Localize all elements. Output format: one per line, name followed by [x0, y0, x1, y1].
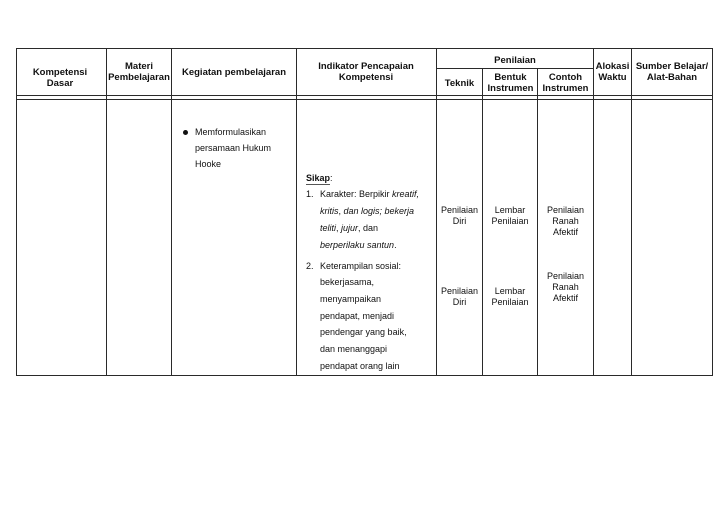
bentuk-row-1-line-2: Penilaian [491, 216, 529, 226]
header-kompetensi-dasar: Kompetensi Dasar [32, 67, 88, 89]
item2-line-6: dan menanggapi [320, 344, 388, 354]
item2-line-5: pendengar yang baik, [320, 327, 407, 337]
table-body-top-border [16, 99, 713, 100]
item2-line-4: pendapat, menjadi [320, 311, 395, 321]
item1-line-3-plain-a: , [336, 223, 342, 233]
item2-line-3: menyampaikan [320, 294, 382, 304]
item1-line-2 [320, 206, 414, 217]
header-materi-pembelajaran: Materi Pembelajaran [108, 61, 170, 83]
teknik-row-2-line-1: Penilaian [440, 286, 479, 296]
item1-line-2-italic-a: kritis [320, 206, 339, 216]
bentuk-row-2-line-1: Lembar [494, 286, 526, 296]
teknik-row-2 [437, 286, 482, 308]
col-border-0 [16, 48, 17, 376]
col-border-9 [712, 48, 713, 376]
item1-line-1-italic: kreatif, [392, 189, 420, 199]
kegiatan-line-2: persamaan Hukum [195, 143, 272, 153]
item1-line-4-italic: berperilaku santun [320, 240, 395, 250]
col-border-3 [296, 48, 297, 376]
header-alokasi-waktu: Alokasi Waktu [595, 61, 630, 83]
col-border-7 [593, 48, 594, 376]
kegiatan-line-1: Memformulasikan [195, 127, 267, 137]
kegiatan-line-3: Hooke [195, 159, 222, 169]
col-border-2 [171, 48, 172, 376]
item1-line-3-italic-a: teliti [320, 223, 337, 233]
bentuk-row-1-line-1: Lembar [494, 205, 526, 215]
table-bottom-border [16, 375, 713, 376]
contoh-row-1-line-1: Penilaian [546, 205, 585, 215]
col-border-8 [631, 48, 632, 376]
contoh-row-2 [538, 271, 593, 304]
contoh-row-2-line-3: Afektif [552, 293, 578, 303]
item2-number: 2. [306, 261, 314, 271]
bentuk-row-2-line-2: Penilaian [491, 297, 529, 307]
teknik-row-1-line-2: Diri [452, 216, 467, 226]
contoh-row-2-line-2: Ranah [552, 282, 579, 292]
table-header-bottom-border [16, 95, 713, 96]
item2-line-7: pendapat orang lain [320, 361, 400, 371]
contoh-row-2-line-1: Penilaian [546, 271, 585, 281]
item2-line-2: bekerjasama, [320, 277, 375, 287]
teknik-row-1-line-1: Penilaian [440, 205, 479, 215]
bentuk-row-1 [483, 205, 537, 227]
col-border-1 [106, 48, 107, 376]
sikap-colon: : [330, 173, 333, 183]
header-sumber-belajar: Sumber Belajar/ Alat-Bahan [635, 61, 709, 83]
header-bentuk-instrumen: Bentuk Instrumen [487, 72, 534, 94]
bentuk-row-2 [483, 286, 537, 308]
penilaian-subheader-border [436, 68, 593, 69]
contoh-row-1-line-3: Afektif [552, 227, 578, 237]
bullet-icon [183, 130, 188, 135]
item1-line-1 [320, 189, 419, 200]
header-indikator: Indikator Pencapaian Kompetensi [318, 61, 414, 83]
item1-line-4-plain: . [394, 240, 397, 250]
contoh-row-1 [538, 205, 593, 238]
header-penilaian: Penilaian [494, 55, 536, 66]
contoh-row-1-line-2: Ranah [552, 216, 579, 226]
item2-line-1: Keterampilan sosial: [320, 261, 402, 271]
header-kegiatan-pembelajaran: Kegiatan pembelajaran [181, 67, 286, 78]
header-teknik: Teknik [444, 78, 475, 89]
sikap-heading [306, 173, 333, 184]
item1-line-3-italic-b: jujur [341, 223, 359, 233]
sikap-label: Sikap [306, 173, 331, 183]
item1-line-1-plain: Karakter: Berpikir [320, 189, 393, 199]
item1-line-2-italic-b: dan logis; bekerja [343, 206, 415, 216]
teknik-row-1 [437, 205, 482, 227]
item1-line-2-plain: , [338, 206, 344, 216]
sikap-underline [306, 184, 330, 185]
teknik-row-2-line-2: Diri [452, 297, 467, 307]
table-top-border [16, 48, 713, 49]
item1-line-3 [320, 223, 378, 234]
item1-line-3-plain-b: , dan [358, 223, 379, 233]
item1-number: 1. [306, 189, 314, 199]
item1-line-4 [320, 240, 397, 251]
header-contoh-instrumen: Contoh Instrumen [542, 72, 589, 94]
